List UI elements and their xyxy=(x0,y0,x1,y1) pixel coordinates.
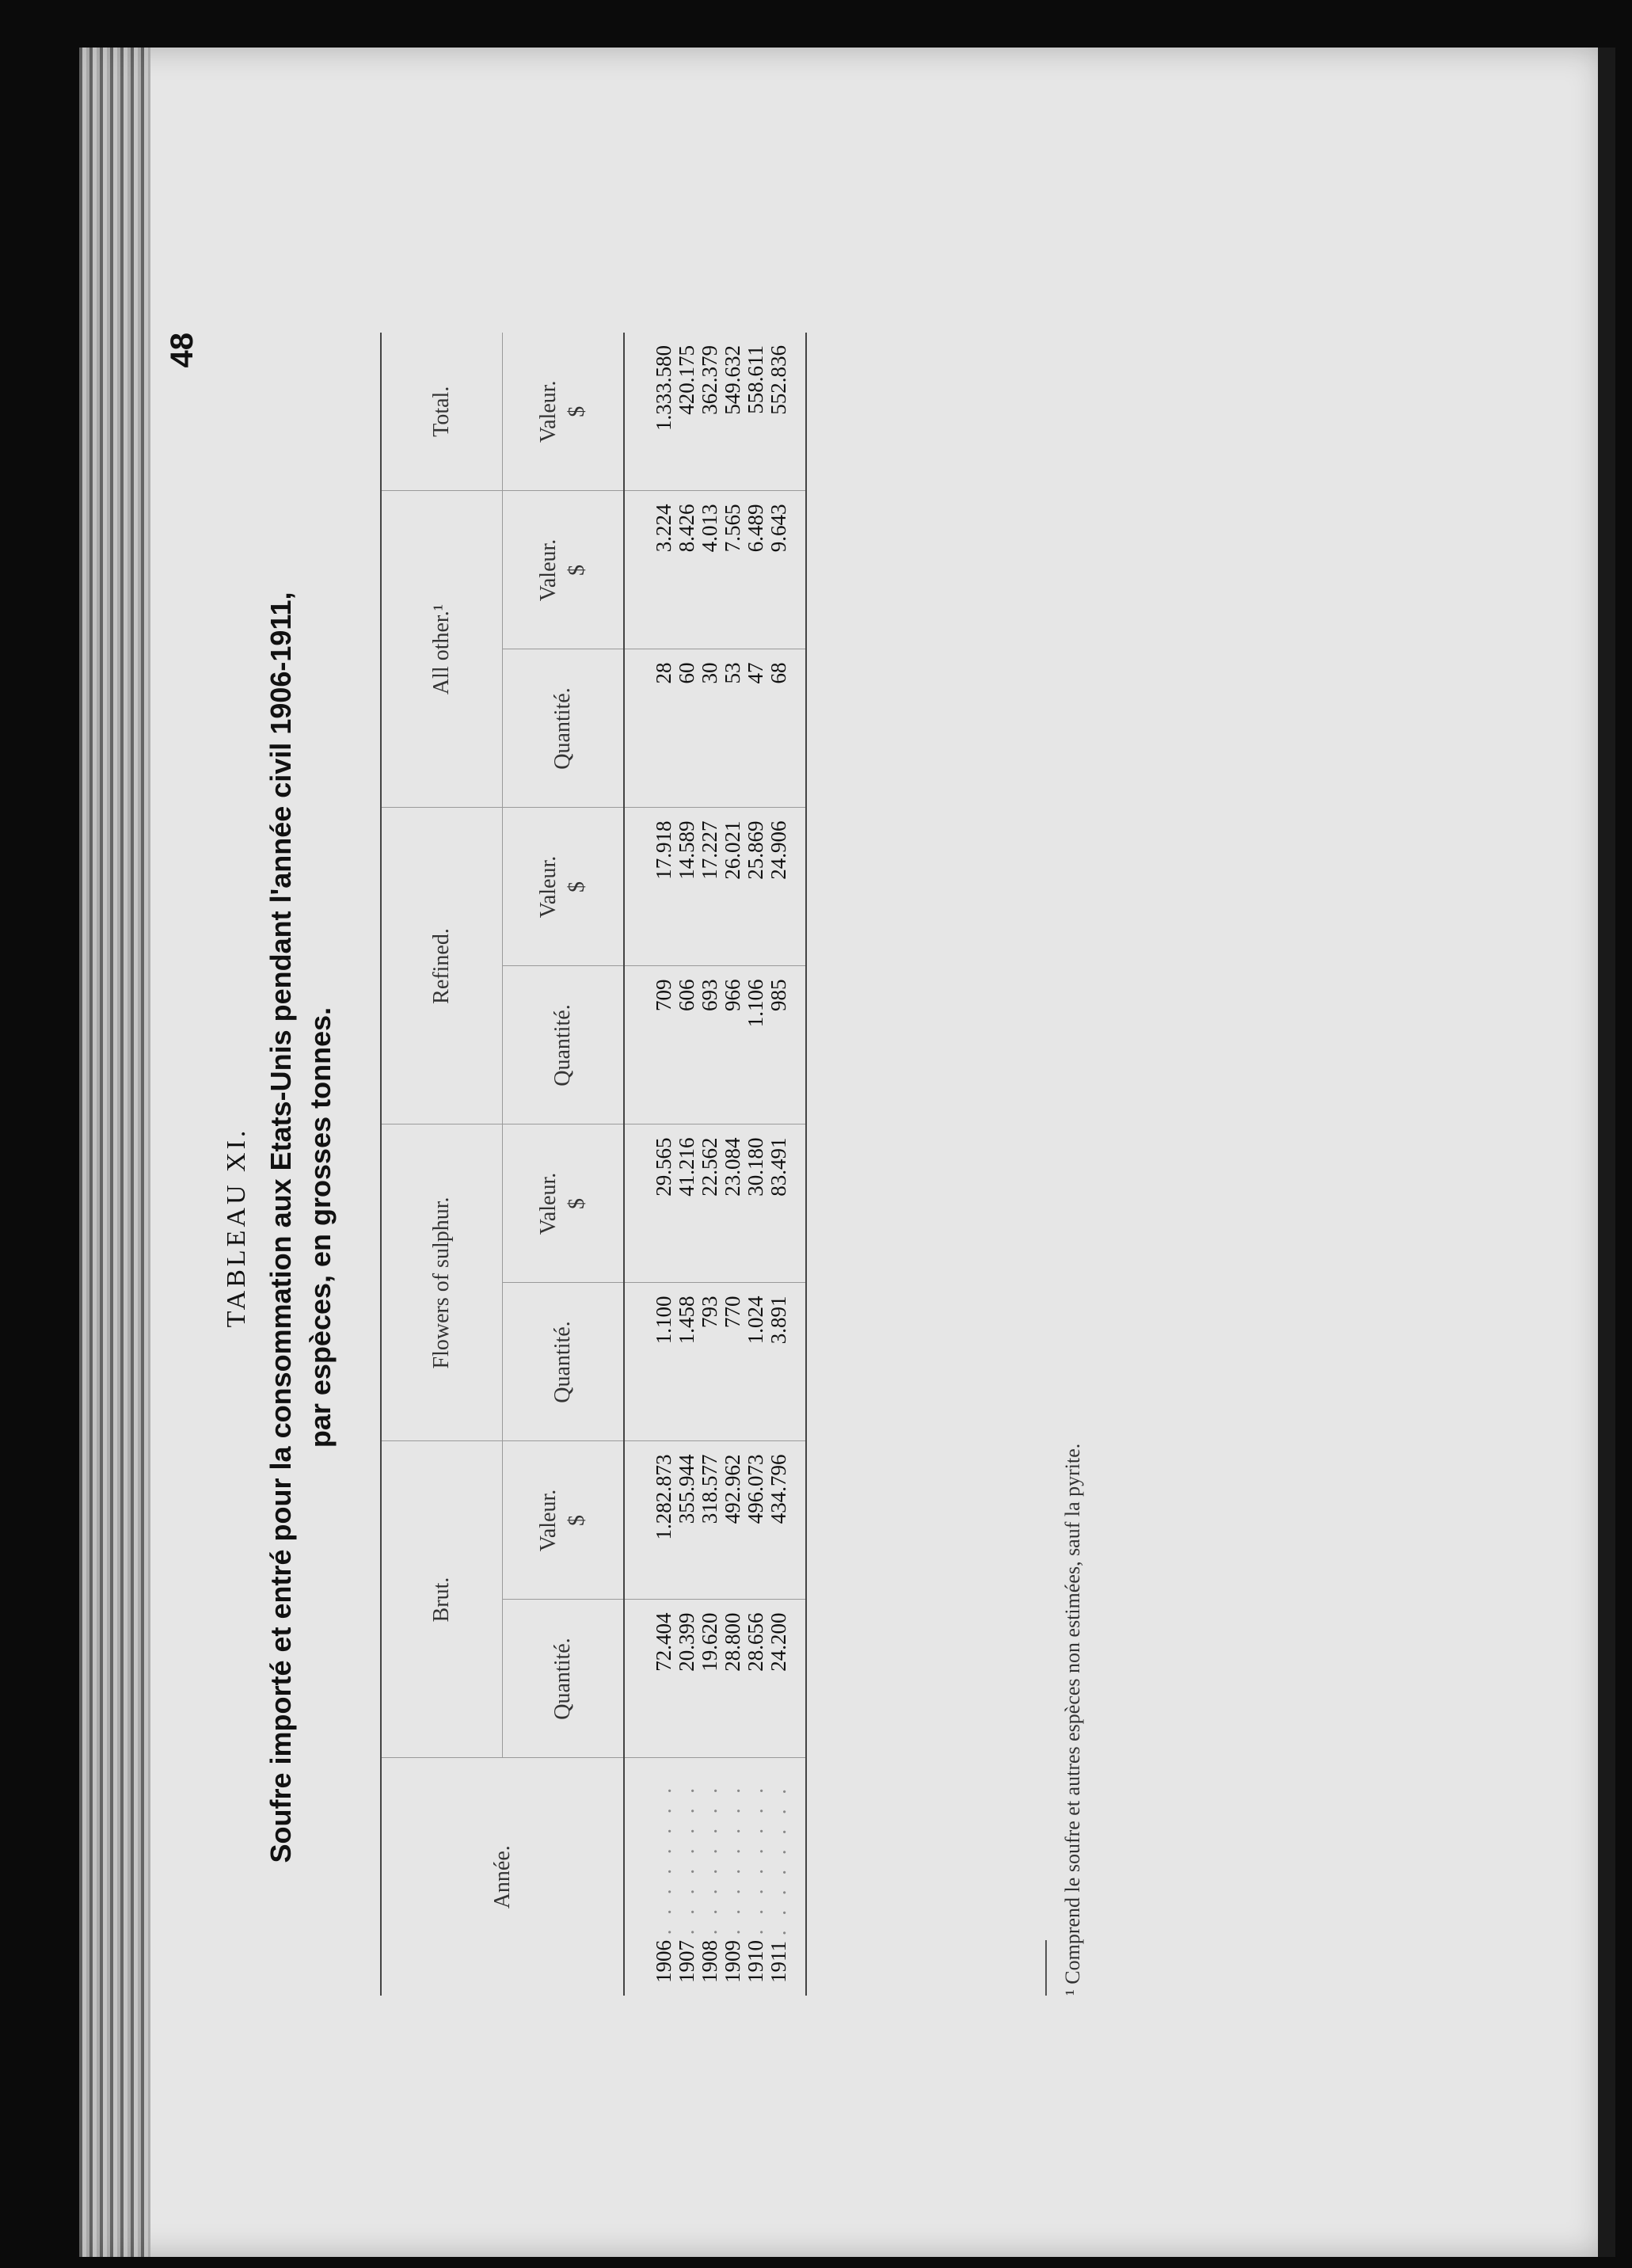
flowers-value-header: Valeur. $ xyxy=(503,1124,625,1283)
table-row xyxy=(767,333,806,1996)
year-column-header: Année. xyxy=(489,1845,515,1909)
other-quantity-cell: 53 xyxy=(721,649,744,808)
refined-quantity-header: Quantité. xyxy=(503,966,625,1124)
refined-quantity-cell: 606 xyxy=(675,966,698,1124)
brut-value-cell: 318.577 xyxy=(698,1441,721,1600)
year-value: 1910 xyxy=(744,1940,767,1983)
flowers-value-cell: 23.084 xyxy=(721,1124,744,1283)
year-cell xyxy=(624,1758,675,1996)
total-value-cell: 558.611 xyxy=(744,333,767,491)
book-binding-edge xyxy=(79,48,150,2257)
table-row xyxy=(721,333,744,1996)
leader-dots: . . . . . . . . xyxy=(698,1783,721,1935)
total-value-cell: 549.632 xyxy=(721,333,744,491)
table-row xyxy=(624,333,675,1996)
table-title-line-2: par espèces, en grosses tonnes. xyxy=(304,1007,337,1448)
other-value-cell: 4.013 xyxy=(698,491,721,649)
flowers-quantity-cell: 1.100 xyxy=(624,1283,675,1441)
table-title-line-1: Soufre importé et entré pour la consommation aux Etats-Unis pendant l'année civil 1906-1911, xyxy=(264,592,297,1863)
refined-value-cell: 14.589 xyxy=(675,808,698,966)
leader-dots: . . . . . . . . xyxy=(767,1784,790,1936)
brut-value-cell: 496.073 xyxy=(744,1441,767,1600)
year-cell xyxy=(767,1758,806,1996)
other-quantity-cell: 28 xyxy=(624,649,675,808)
brut-quantity-cell: 20.399 xyxy=(675,1600,698,1758)
flowers-quantity-cell: 770 xyxy=(721,1283,744,1441)
table-row xyxy=(675,333,698,1996)
brut-quantity-cell: 72.404 xyxy=(624,1600,675,1758)
footnote: ¹ Comprend le soufre et autres espèces non estimées, sauf la pyrite. xyxy=(1061,1443,1084,1996)
group-header-refined: Refined. xyxy=(381,808,503,1124)
flowers-quantity-cell: 1.024 xyxy=(744,1283,767,1441)
brut-value-cell: 355.944 xyxy=(675,1441,698,1600)
other-value-cell: 9.643 xyxy=(767,491,806,649)
brut-value-cell: 492.962 xyxy=(721,1441,744,1600)
year-value: 1906 xyxy=(652,1940,675,1983)
year-cell xyxy=(675,1758,698,1996)
table-row xyxy=(744,333,767,1996)
refined-quantity-cell: 985 xyxy=(767,966,806,1124)
leader-dots: . . . . . . . . xyxy=(744,1783,767,1935)
leader-dots: . . . . . . . . xyxy=(721,1783,744,1935)
group-header-flowers: Flowers of sulphur. xyxy=(381,1124,503,1441)
brut-quantity-cell: 28.656 xyxy=(744,1600,767,1758)
total-value-cell: 1.333.580 xyxy=(624,333,675,491)
flowers-value-cell: 29.565 xyxy=(624,1124,675,1283)
refined-value-header: Valeur. $ xyxy=(503,808,625,966)
group-header-total: Total. xyxy=(381,333,503,491)
brut-quantity-header: Quantité. xyxy=(503,1600,625,1758)
refined-quantity-cell: 693 xyxy=(698,966,721,1124)
page-number: 48 xyxy=(165,333,200,368)
page-right-edge xyxy=(1598,48,1615,2257)
refined-value-cell: 26.021 xyxy=(721,808,744,966)
refined-value-cell: 17.918 xyxy=(624,808,675,966)
brut-value-cell: 434.796 xyxy=(767,1441,806,1600)
other-quantity-cell: 60 xyxy=(675,649,698,808)
other-value-cell: 3.224 xyxy=(624,491,675,649)
year-cell xyxy=(721,1758,744,1996)
flowers-quantity-header: Quantité. xyxy=(503,1283,625,1441)
footnote-rule xyxy=(1045,1940,1047,1996)
other-value-cell: 8.426 xyxy=(675,491,698,649)
sulphur-import-table xyxy=(380,333,807,1996)
brut-value-cell: 1.282.873 xyxy=(624,1441,675,1600)
year-value: 1908 xyxy=(698,1940,721,1983)
table-title xyxy=(261,309,340,2146)
refined-value-cell: 17.227 xyxy=(698,808,721,966)
refined-value-cell: 24.906 xyxy=(767,808,806,966)
year-value: 1909 xyxy=(721,1940,744,1983)
other-quantity-cell: 47 xyxy=(744,649,767,808)
total-value-cell: 420.175 xyxy=(675,333,698,491)
other-quantity-cell: 68 xyxy=(767,649,806,808)
other-quantity-header: Quantité. xyxy=(503,649,625,808)
flowers-value-cell: 30.180 xyxy=(744,1124,767,1283)
refined-quantity-cell: 966 xyxy=(721,966,744,1124)
year-cell xyxy=(744,1758,767,1996)
brut-quantity-cell: 19.620 xyxy=(698,1600,721,1758)
leader-dots: . . . . . . . . xyxy=(675,1783,698,1935)
total-value-header: Valeur. $ xyxy=(503,333,625,491)
year-value: 1911 xyxy=(767,1941,790,1983)
other-value-cell: 6.489 xyxy=(744,491,767,649)
rotated-page-content xyxy=(143,309,1156,2146)
year-cell xyxy=(698,1758,721,1996)
flowers-quantity-cell: 1.458 xyxy=(675,1283,698,1441)
year-value: 1907 xyxy=(675,1940,698,1983)
brut-quantity-cell: 24.200 xyxy=(767,1600,806,1758)
table-body xyxy=(624,333,806,1996)
leader-dots: . . . . . . . . xyxy=(652,1783,675,1935)
refined-quantity-cell: 709 xyxy=(624,966,675,1124)
flowers-quantity-cell: 793 xyxy=(698,1283,721,1441)
total-value-cell: 552.836 xyxy=(767,333,806,491)
group-header-other: All other.¹ xyxy=(381,491,503,808)
other-value-cell: 7.565 xyxy=(721,491,744,649)
flowers-quantity-cell: 3.891 xyxy=(767,1283,806,1441)
table-label: TABLEAU XI. xyxy=(222,1127,251,1328)
flowers-value-cell: 41.216 xyxy=(675,1124,698,1283)
total-value-cell: 362.379 xyxy=(698,333,721,491)
other-value-header: Valeur. $ xyxy=(503,491,625,649)
other-quantity-cell: 30 xyxy=(698,649,721,808)
brut-value-header: Valeur. $ xyxy=(503,1441,625,1600)
refined-quantity-cell: 1.106 xyxy=(744,966,767,1124)
flowers-value-cell: 22.562 xyxy=(698,1124,721,1283)
brut-quantity-cell: 28.800 xyxy=(721,1600,744,1758)
flowers-value-cell: 83.491 xyxy=(767,1124,806,1283)
table-row xyxy=(698,333,721,1996)
refined-value-cell: 25.869 xyxy=(744,808,767,966)
group-header-brut: Brut. xyxy=(381,1441,503,1758)
